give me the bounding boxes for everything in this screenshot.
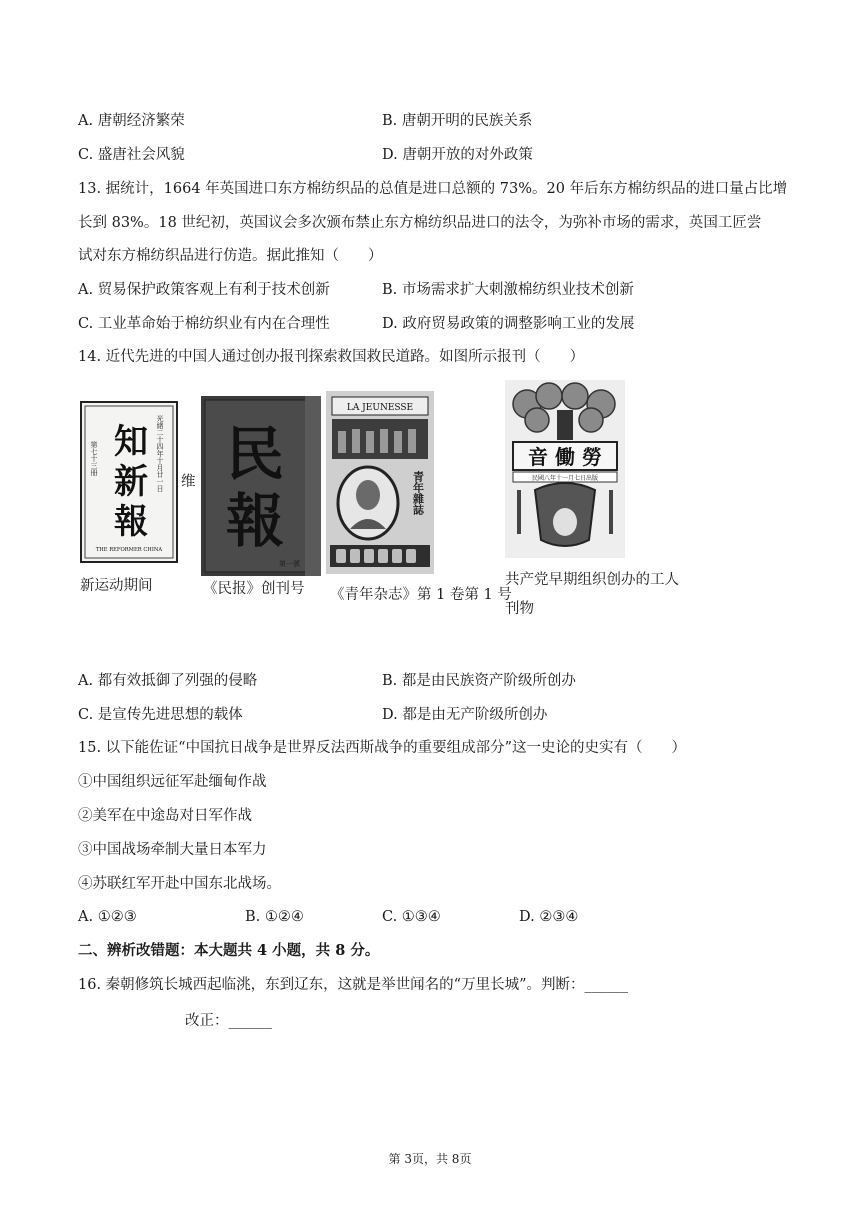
q13-stem-line3: 试对东方棉纺织品进行仿造。据此推知（ ） xyxy=(78,248,383,264)
q15-item-4: ④苏联红军开赴中国东北战场。 xyxy=(78,876,281,892)
q16-stem: 16. 秦朝修筑长城西起临洮，东到辽东，这就是举世闻名的“万里长城”。判断：______ xyxy=(78,977,628,993)
minbao-char-2: 報 xyxy=(225,487,285,555)
qingnian-image xyxy=(326,391,434,574)
q15-item-1: ①中国组织远征军赴缅甸作战 xyxy=(78,774,267,790)
laodongyin-caption-line1: 共产党早期组织创办的工人 xyxy=(505,572,679,588)
q16-correction: 改正：______ xyxy=(185,1013,272,1029)
qingnian-caption: 《青年杂志》第 1 卷第 1 号 xyxy=(330,587,512,603)
q12-option-b: B. 唐朝开明的民族关系 xyxy=(382,113,533,129)
zhixinbao-char-3: 報 xyxy=(114,502,148,542)
q14-stem: 14. 近代先进的中国人通过创办报刊探索救国救民道路。如图所示报刊（ ） xyxy=(78,349,585,365)
q14-option-d: D. 都是由无产阶级所创办 xyxy=(382,707,548,723)
zhixinbao-char-1: 知 xyxy=(114,422,148,462)
q15-option-d: D. ②③④ xyxy=(519,909,579,925)
q12-option-d: D. 唐朝开放的对外政策 xyxy=(382,147,533,163)
q15-item-3: ③中国战场牵制大量日本军力 xyxy=(78,842,267,858)
q14-option-b: B. 都是由民族资产阶级所创办 xyxy=(382,673,576,689)
q15-option-a: A. ①②③ xyxy=(78,909,137,925)
laodongyin-caption-line2: 刊物 xyxy=(505,601,534,617)
q14-option-a: A. 都有效抵御了列强的侵略 xyxy=(78,673,258,689)
q13-stem-line2: 长到 83%。18 世纪初，英国议会多次颁布禁止东方棉纺织品进口的法令，为弥补市场的需求，英国工匠尝 xyxy=(78,215,762,231)
q12-option-c: C. 盛唐社会风貌 xyxy=(78,147,185,163)
minbao-char-1: 民 xyxy=(225,420,285,488)
minbao-issue: 第一號 xyxy=(279,560,300,568)
q15-option-b: B. ①②④ xyxy=(245,909,304,925)
laodongyin-image xyxy=(505,380,625,558)
laodongyin-title: 音 働 勞 xyxy=(528,445,602,469)
q13-option-d: D. 政府贸易政策的调整影响工业的发展 xyxy=(382,316,635,332)
page-number: 第 3页，共 8页 xyxy=(388,1152,472,1166)
minbao-caption: 《民报》创刊号 xyxy=(203,581,305,597)
q13-stem-line1: 13. 据统计，1664 年英国进口东方棉纺织品的总值是进口总额的 73%。20 年后东方棉纺织品的进口量占比增 xyxy=(78,181,788,197)
zhixinbao-image xyxy=(80,401,178,563)
q13-option-b: B. 市场需求扩大刺激棉纺织业技术创新 xyxy=(382,282,634,298)
section2-heading: 二、辨析改错题：本大题共 4 小题，共 8 分。 xyxy=(78,942,380,959)
zhixinbao-caption-part2: 新运动期间 xyxy=(80,578,153,594)
laodongyin-date: 民國八年十一月七日出版 xyxy=(531,475,599,482)
minbao-image xyxy=(201,396,321,576)
qingnian-banner: LA JEUNESSE xyxy=(346,403,414,413)
qingnian-side: 青年雜誌 xyxy=(411,471,425,515)
q13-option-c: C. 工业革命始于棉纺织业有内在合理性 xyxy=(78,316,330,332)
zhixinbao-english: THE REFORMER CHINA xyxy=(95,547,163,553)
q14-option-c: C. 是宣传先进思想的载体 xyxy=(78,707,243,723)
zhixinbao-volume: 第七十三冊 xyxy=(90,441,98,476)
zhixinbao-date: 光緒二十四年十月廿一日 xyxy=(156,415,164,492)
zhixinbao-char-2: 新 xyxy=(114,462,148,502)
q12-option-a: A. 唐朝经济繁荣 xyxy=(78,113,185,129)
q15-item-2: ②美军在中途岛对日军作战 xyxy=(78,808,252,824)
q15-option-c: C. ①③④ xyxy=(382,909,441,925)
zhixinbao-caption-part1: 维 xyxy=(181,474,196,490)
q15-stem: 15. 以下能佐证“中国抗日战争是世界反法西斯战争的重要组成部分”这一史论的史实有（ ） xyxy=(78,740,686,756)
q13-option-a: A. 贸易保护政策客观上有利于技术创新 xyxy=(78,282,330,298)
